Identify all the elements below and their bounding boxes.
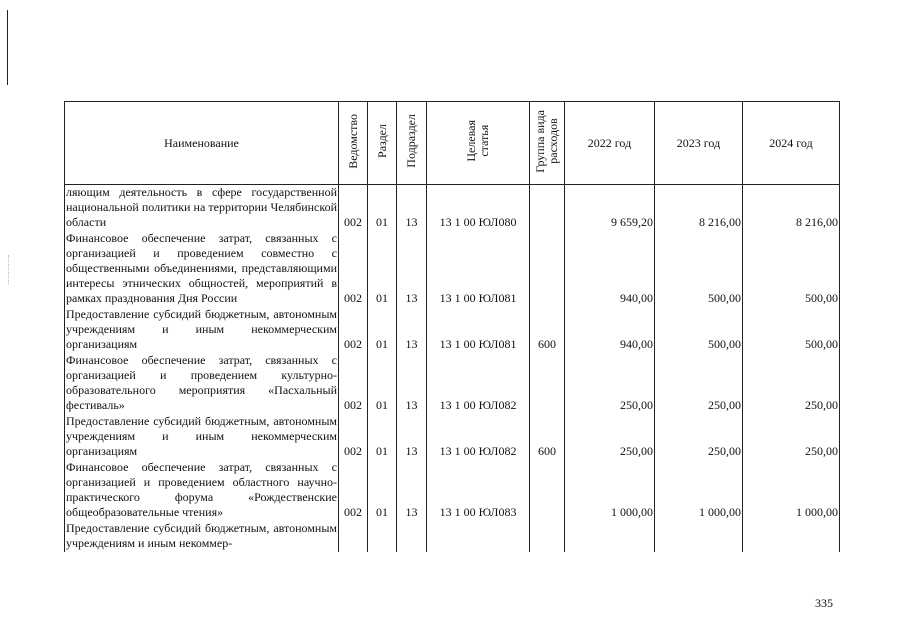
cell-podrazdel: 13 [397, 460, 427, 521]
cell-vedomstvo: 002 [339, 353, 368, 414]
cell-2024: 250,00 [743, 353, 840, 414]
cell-target: 13 1 00 ЮЛ081 [427, 307, 530, 353]
cell-podrazdel: 13 [397, 307, 427, 353]
header-2022: 2022 год [565, 102, 655, 185]
cell-target [427, 521, 530, 552]
cell-target: 13 1 00 ЮЛ083 [427, 460, 530, 521]
cell-vedomstvo: 002 [339, 414, 368, 460]
cell-2022: 250,00 [565, 353, 655, 414]
cell-target: 13 1 00 ЮЛ081 [427, 231, 530, 307]
cell-2024 [743, 521, 840, 552]
cell-name: Финансовое обеспечение затрат, связанных с организацией и проведением совместно с общественными объединениями, представляющими интересы этнических общностей, мероприятий в рамках празднования Дня России [66, 231, 337, 305]
cell-group [530, 231, 565, 307]
cell-2024: 500,00 [743, 231, 840, 307]
cell-group [530, 185, 565, 232]
cell-vedomstvo: 002 [339, 231, 368, 307]
cell-name: Предоставление субсидий бюджетным, автономным учреждениям и иным некоммер- [66, 521, 337, 550]
cell-podrazdel: 13 [397, 185, 427, 232]
cell-2023: 250,00 [655, 414, 743, 460]
cell-name: Финансовое обеспечение затрат, связанных с организацией и проведением областного научно-практического форума «Рождественские общеобразовательные чтения» [66, 460, 337, 519]
cell-group: 600 [530, 414, 565, 460]
cell-name: Финансовое обеспечение затрат, связанных с организацией и проведением культурно-образовательного мероприятия «Пасхальный фестиваль» [66, 353, 337, 412]
cell-group [530, 353, 565, 414]
header-vedomstvo: Ведомство [339, 102, 368, 185]
cell-2023: 500,00 [655, 307, 743, 353]
cell-name: ляющим деятельность в сфере государственной национальной политики на территории Челябинской области [66, 185, 337, 229]
cell-vedomstvo: 002 [339, 460, 368, 521]
cell-2023 [655, 521, 743, 552]
margin-line [7, 10, 8, 85]
cell-razdel: 01 [368, 353, 397, 414]
cell-group: 600 [530, 307, 565, 353]
cell-podrazdel: 13 [397, 353, 427, 414]
cell-2024: 8 216,00 [743, 185, 840, 232]
cell-name: Предоставление субсидий бюджетным, автономным учреждениям и иным некоммерческим организациям [66, 414, 337, 458]
cell-target: 13 1 00 ЮЛ080 [427, 185, 530, 232]
table-row [65, 231, 840, 307]
cell-2022: 1 000,00 [565, 460, 655, 521]
cell-vedomstvo [339, 521, 368, 552]
table-row [65, 460, 840, 521]
table-row [65, 414, 840, 460]
margin-dots [8, 255, 10, 285]
header-podrazdel: Подраздел [397, 102, 427, 185]
cell-group [530, 521, 565, 552]
table-row [65, 353, 840, 414]
cell-2022 [565, 521, 655, 552]
cell-2023: 250,00 [655, 353, 743, 414]
cell-2022: 9 659,20 [565, 185, 655, 232]
header-razdel: Раздел [368, 102, 397, 185]
header-group: Группа вида расходов [530, 102, 565, 185]
table-header-row [65, 102, 840, 185]
cell-razdel: 01 [368, 185, 397, 232]
budget-table [64, 101, 840, 552]
cell-podrazdel: 13 [397, 414, 427, 460]
header-name: Наименование [65, 102, 339, 185]
cell-razdel: 01 [368, 460, 397, 521]
cell-razdel: 01 [368, 307, 397, 353]
cell-razdel: 01 [368, 231, 397, 307]
cell-2023: 500,00 [655, 231, 743, 307]
cell-vedomstvo: 002 [339, 185, 368, 232]
cell-razdel [368, 521, 397, 552]
table-row [65, 185, 840, 232]
cell-2023: 1 000,00 [655, 460, 743, 521]
cell-podrazdel [397, 521, 427, 552]
cell-podrazdel: 13 [397, 231, 427, 307]
table-row [65, 307, 840, 353]
cell-2024: 500,00 [743, 307, 840, 353]
cell-group [530, 460, 565, 521]
cell-2022: 250,00 [565, 414, 655, 460]
cell-razdel: 01 [368, 414, 397, 460]
cell-2024: 250,00 [743, 414, 840, 460]
cell-target: 13 1 00 ЮЛ082 [427, 353, 530, 414]
page-number: 335 [815, 596, 833, 610]
cell-2023: 8 216,00 [655, 185, 743, 232]
header-2024: 2024 год [743, 102, 840, 185]
cell-2022: 940,00 [565, 231, 655, 307]
header-2023: 2023 год [655, 102, 743, 185]
cell-target: 13 1 00 ЮЛ082 [427, 414, 530, 460]
header-target: Целевая статья [427, 102, 530, 185]
cell-2022: 940,00 [565, 307, 655, 353]
cell-2024: 1 000,00 [743, 460, 840, 521]
cell-name: Предоставление субсидий бюджетным, автономным учреждениям и иным некоммерческим организациям [66, 307, 337, 351]
table-row [65, 521, 840, 552]
cell-vedomstvo: 002 [339, 307, 368, 353]
